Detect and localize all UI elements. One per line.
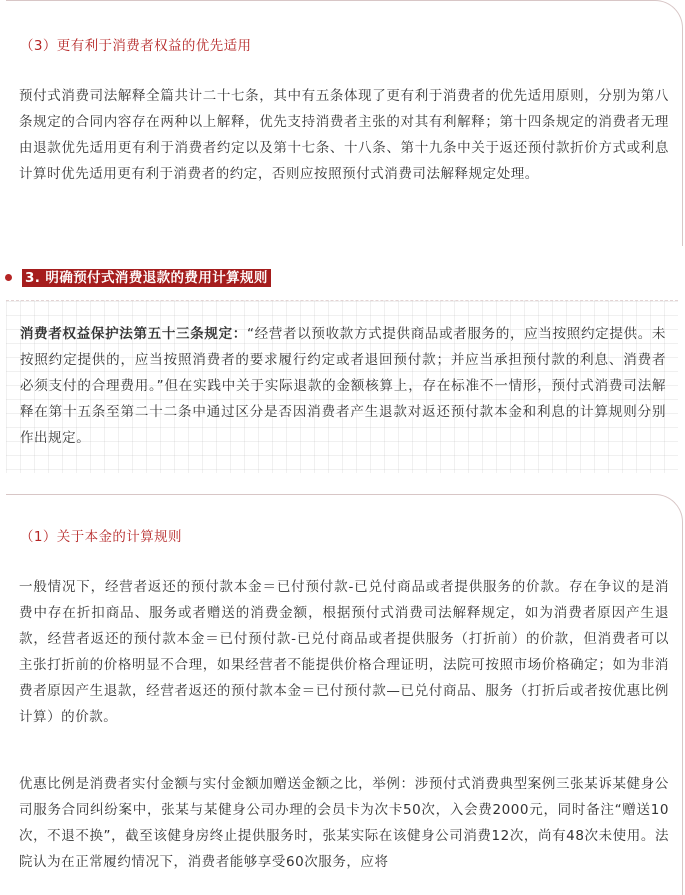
paragraph-principal-rules: 一般情况下，经营者返还的预付款本金＝已付预付款-已兑付商品或者提供服务的价款。存在争议的是消费中存在折扣商品、服务或者赠送的消费金额，根据预付式消费司法解释规定，如为消费者原因产生退款，经营者返还的预付款本金＝已付预付款-已兑付商品或者提供服务（打折前）的价款，但消费者可以主张打折前的价格明显不合理，如果经营者不能提供价格合理证明，法院可按照市场价格确定；如为非消费者原因产生退款，经营者返还的预付款本金＝已付预付款—已兑付商品、服务（打折后或者按优惠比例计算）的价款。: [19, 579, 669, 725]
section-card-c: [6, 494, 683, 895]
paragraph-priority: 预付式消费司法解释全篇共计二十七条，其中有五条体现了更有利于消费者的优先适用原则，分别为第八条规定的合同内容存在两种以上解释，优先支持消费者主张的对其有利解释；第十四条规定的消费者无理由退款优先适用更有利于消费者约定以及第十七条、十八条、第十九条中关于返还预付款折价方式或利息计算时优先适用更有利于消费者的约定，否则应按照预付式消费司法解释规定处理。: [19, 88, 669, 182]
law-article-text: “经营者以预收款方式提供商品或者服务的，应当按照约定提供。未按照约定提供的，应当按照消费者的要求履行约定或者退回预付款；并应当承担预付款的利息、消费者必须支付的合理费用。”但在实践中关于实际退款的金额核算上，存在标准不一情形，预付式消费司法解释在第十五条至第二十二条中通过区分是否因消费者产生退款对返还预付款本金和利息的计算规则分别作出规定。: [20, 326, 666, 446]
bullet-dot-icon: [5, 274, 12, 281]
law-article-lead: 消费者权益保护法第五十三条规定：: [20, 326, 247, 342]
section-title-refund-rules: 3. 明确预付式消费退款的费用计算规则: [22, 269, 271, 287]
section-card-a: [6, 0, 683, 246]
law-quote-box: [6, 300, 678, 473]
paragraph-law-quote: [20, 321, 666, 451]
paragraph-discount-example: 优惠比例是消费者实付金额与实付金额加赠送金额之比，举例：涉预付式消费典型案例三张某诉某健身公司服务合同纠纷案中，张某与某健身公司办理的会员卡为次卡50次，入会费2000元，同时备注“赠送10次，不退不换”，截至该健身房终止提供服务时，张某实际在该健身公司消费12次，尚有48次未使用。法院认为在正常履约情况下，消费者能够享受60次服务，应将: [19, 776, 669, 870]
sub-heading-priority: （3）更有利于消费者权益的优先适用: [20, 38, 252, 54]
sub-heading-principal: （1）关于本金的计算规则: [20, 529, 182, 545]
